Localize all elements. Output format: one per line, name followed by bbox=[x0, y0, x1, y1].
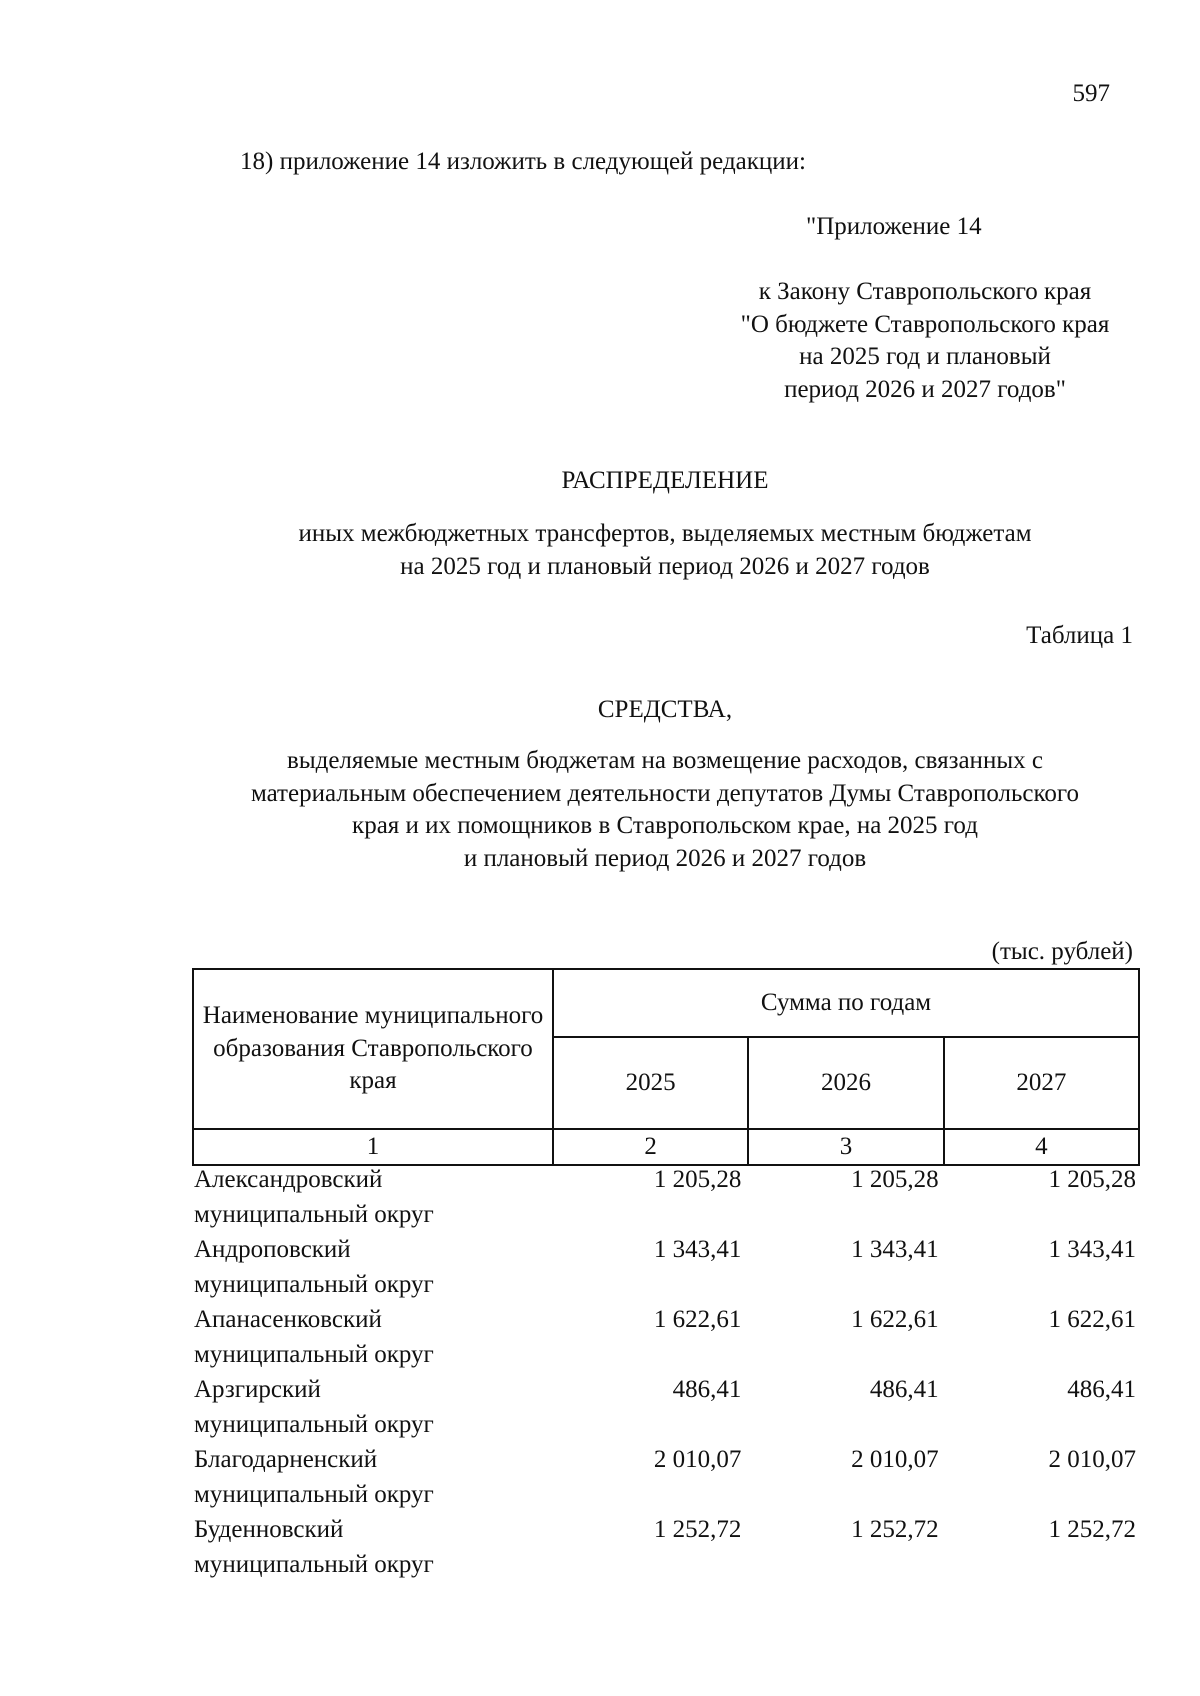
table-row bbox=[192, 1302, 1140, 1372]
value-2026: 1 343,41 bbox=[851, 1236, 939, 1263]
name-line: муниципальный округ bbox=[194, 1481, 434, 1508]
column-number: 4 bbox=[944, 1129, 1139, 1165]
value-2025: 1 252,72 bbox=[653, 1516, 742, 1543]
value-2027: 1 252,72 bbox=[1048, 1516, 1136, 1543]
municipality-name bbox=[192, 1302, 548, 1372]
value-2025: 1 343,41 bbox=[653, 1236, 742, 1263]
distribution-title: РАСПРЕДЕЛЕНИЕ bbox=[561, 467, 769, 494]
name-line: Арзгирский bbox=[194, 1376, 321, 1403]
value-2025: 2 010,07 bbox=[653, 1446, 742, 1473]
distribution-subtitle bbox=[0, 518, 1200, 583]
ref-line: на 2025 год и плановый bbox=[799, 343, 1051, 370]
subtitle-line: и плановый период 2026 и 2027 годов bbox=[463, 844, 867, 872]
value-2027: 2 010,07 bbox=[1048, 1446, 1136, 1473]
subtitle-line: выделяемые местным бюджетам на возмещение расходов, связанных с bbox=[287, 747, 1043, 774]
ref-line: "О бюджете Ставропольского края bbox=[740, 310, 1110, 338]
appendix-reference bbox=[690, 276, 1160, 406]
value-2027: 1 622,61 bbox=[1048, 1306, 1136, 1333]
municipality-name bbox=[192, 1372, 548, 1442]
table-row bbox=[192, 1232, 1140, 1302]
intro-paragraph: 18) приложение 14 изложить в следующей редакции: bbox=[240, 148, 806, 175]
column-header-year: 2026 bbox=[748, 1037, 943, 1129]
name-line: муниципальный округ bbox=[194, 1551, 434, 1578]
value-2026: 1 622,61 bbox=[851, 1306, 939, 1333]
municipality-name bbox=[192, 1512, 548, 1582]
table-title: СРЕДСТВА, bbox=[597, 696, 733, 723]
column-number: 1 bbox=[193, 1129, 553, 1165]
name-line: Андроповский bbox=[194, 1236, 351, 1263]
subtitle-line: материальным обеспечением деятельности депутатов Думы Ставропольского bbox=[250, 779, 1080, 807]
table-row bbox=[192, 1372, 1140, 1442]
value-2026: 2 010,07 bbox=[851, 1446, 939, 1473]
subtitle-line: на 2025 год и плановый период 2026 и 2027 годов bbox=[400, 552, 930, 580]
name-line: муниципальный округ bbox=[194, 1411, 434, 1438]
page-number: 597 bbox=[1072, 80, 1110, 107]
column-number: 3 bbox=[748, 1129, 943, 1165]
name-line: муниципальный округ bbox=[194, 1341, 434, 1368]
value-2026: 486,41 bbox=[869, 1376, 939, 1403]
municipality-name bbox=[192, 1232, 548, 1302]
name-line: муниципальный округ bbox=[194, 1201, 434, 1228]
ref-line: период 2026 и 2027 годов" bbox=[784, 375, 1066, 403]
name-line: Буденновский bbox=[194, 1516, 344, 1543]
value-2025: 486,41 bbox=[672, 1376, 742, 1403]
column-number: 2 bbox=[553, 1129, 748, 1165]
ref-line: к Закону Ставропольского края bbox=[758, 278, 1092, 305]
name-line: Благодарненский bbox=[194, 1446, 378, 1473]
table-body bbox=[192, 1162, 1140, 1582]
value-2026: 1 205,28 bbox=[851, 1166, 939, 1193]
value-2027: 1 205,28 bbox=[1048, 1166, 1136, 1193]
value-2025: 1 622,61 bbox=[653, 1306, 742, 1333]
value-2025: 1 205,28 bbox=[653, 1166, 742, 1193]
value-2027: 486,41 bbox=[1067, 1376, 1136, 1403]
table-label: Таблица 1 bbox=[1026, 622, 1133, 649]
municipality-name bbox=[192, 1442, 548, 1512]
column-header-name: Наименование муниципального образования Ставропольского края bbox=[193, 969, 553, 1129]
name-line: Апанасенковский bbox=[194, 1306, 382, 1333]
subtitle-line: края и их помощников в Ставропольском крае, на 2025 год bbox=[352, 812, 978, 839]
name-line: Александровский bbox=[194, 1166, 383, 1193]
appendix-label: "Приложение 14 bbox=[806, 213, 982, 240]
table-row bbox=[192, 1442, 1140, 1512]
name-line: муниципальный округ bbox=[194, 1271, 434, 1298]
value-2026: 1 252,72 bbox=[851, 1516, 939, 1543]
subtitle-line: иных межбюджетных трансфертов, выделяемых местным бюджетам bbox=[298, 520, 1032, 547]
column-header-sum: Сумма по годам bbox=[553, 969, 1139, 1037]
municipality-name bbox=[192, 1162, 548, 1232]
table-row bbox=[192, 1162, 1140, 1232]
column-header-year: 2027 bbox=[944, 1037, 1139, 1129]
column-header-year: 2025 bbox=[553, 1037, 748, 1129]
units-label: (тыс. рублей) bbox=[991, 938, 1133, 965]
value-2027: 1 343,41 bbox=[1048, 1236, 1136, 1263]
header-table bbox=[192, 968, 1140, 1166]
table-row bbox=[192, 1512, 1140, 1582]
table-subtitle bbox=[0, 745, 1200, 875]
data-table bbox=[192, 1162, 1140, 1582]
